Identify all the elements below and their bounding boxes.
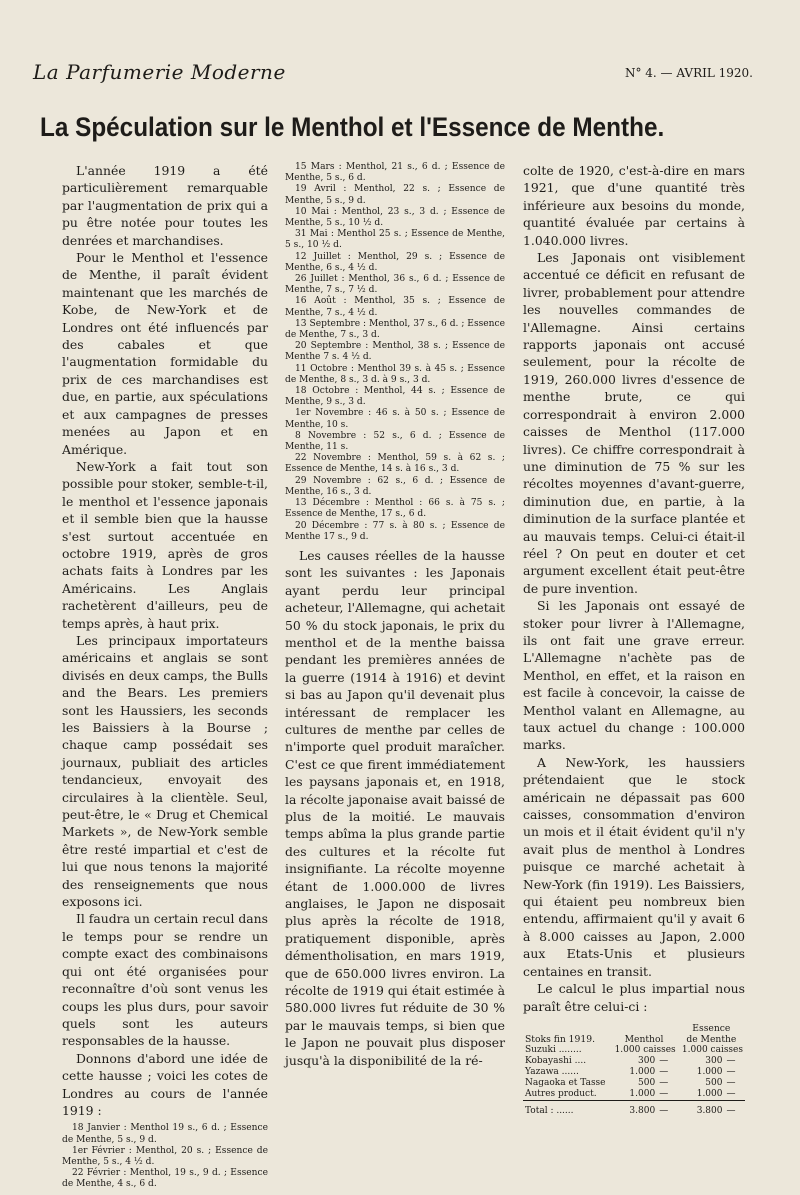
price-quote: 26 Juillet : Menthol, 36 s., 6 d. ; Essence de Menthe, 7 s., 7 ½ d. — [285, 274, 505, 296]
table-cell: — — [659, 1077, 669, 1088]
price-quote: 31 Mai : Menthol 25 s. ; Essence de Menthe, 5 s., 10 ½ d. — [285, 229, 505, 251]
price-quotes-list — [62, 1123, 268, 1190]
article-title: La Spéculation sur le Menthol et l'Essence de Menthe. — [40, 112, 665, 142]
table-row — [523, 1089, 745, 1101]
table-cell: Total : ...... — [525, 1105, 574, 1116]
table-row — [523, 1078, 745, 1089]
price-quote: 18 Octobre : Menthol, 44 s. ; Essence de Menthe, 9 s., 3 d. — [285, 386, 505, 408]
table-header: Menthol — [624, 1033, 664, 1045]
paragraph: Les principaux importateurs américains et anglais se sont divisés en deux camps, the Bulls and the Bears. Les premiers sont les Haussiers, les seconds les Baissiers à la Bourse ; chaque camp possédait ses journaux, publiait des articles tendancieux, envoyait des circulaires à la clientèle. Seul, peut-être, le « Drug et Chemical Markets », de New-York semble être resté impartial et c'est de lui que nous tenons la majorité des renseignements que nous exposons ici. — [62, 632, 268, 910]
table-cell: — — [659, 1088, 669, 1099]
price-quote: 1er Février : Menthol, 20 s. ; Essence de Menthe, 5 s., 4 ½ d. — [62, 1145, 268, 1167]
price-quote: 18 Janvier : Menthol 19 s., 6 d. ; Essence de Menthe, 5 s., 9 d. — [62, 1123, 268, 1145]
price-quote: 1er Novembre : 46 s. à 50 s. ; Essence de Menthe, 10 s. — [285, 408, 505, 430]
price-quote: 13 Septembre : Menthol, 37 s., 6 d. ; Essence de Menthe, 7 s., 3 d. — [285, 318, 505, 341]
price-quote: 10 Mai : Menthol, 23 s., 3 d. ; Essence de Menthe, 5 s., 10 ½ d. — [285, 206, 505, 229]
paragraph: A New-York, les haussiers prétendaient que le stock américain ne dépassait pas 600 caisses, consommation d'environ un mois et il était évident qu'il n'y avait plus de menthol à Londres puisque ce marché achetait à New-York (fin 1919). Les Baissiers, qui étaient peu nombreux bien entendu, affirmaient qu'il y avait 6 à 8.000 caisses au Japon, 2.000 aux Etats-Unis et plusieurs centaines en transit. — [523, 754, 745, 979]
table-cell: 300 — [705, 1055, 723, 1066]
column-1 — [62, 162, 268, 1195]
price-quote: 13 Décembre : Menthol : 66 s. à 75 s. ; Essence de Menthe, 17 s., 6 d. — [285, 498, 505, 520]
price-quote: 22 Novembre : Menthol, 59 s. à 62 s. ; Essence de Menthe, 14 s. à 16 s., 3 d. — [285, 453, 505, 475]
table-cell: — — [726, 1055, 736, 1066]
table-total-row — [523, 1101, 745, 1117]
table-cell: — — [726, 1066, 736, 1077]
table-row — [523, 1056, 745, 1067]
price-quote: 8 Novembre : 52 s., 6 d. ; Essence de Menthe, 11 s. — [285, 430, 505, 453]
table-cell: 500 — [638, 1077, 656, 1088]
table-cell: Yazawa ...... — [525, 1066, 579, 1077]
price-quote: 29 Novembre : 62 s., 6 d. ; Essence de Menthe, 16 s., 3 d. — [285, 475, 505, 497]
table-cell: 1.000 — [696, 1066, 723, 1077]
price-quote: 20 Décembre : 77 s. à 80 s. ; Essence de Menthe 17 s., 9 d. — [285, 520, 505, 542]
table-cell: — — [726, 1105, 736, 1116]
table-cell: — — [726, 1077, 736, 1088]
issue-number: N° 4. — AVRIL 1920. — [624, 66, 753, 80]
price-quote: 12 Juillet : Menthol, 29 s. ; Essence de Menthe, 6 s., 4 ½ d. — [285, 251, 505, 273]
column-2 — [285, 162, 505, 1069]
paragraph: New-York a fait tout son possible pour stoker, semble-t-il, le menthol et l'essence japonais et il semble bien que la hausse s'est surtout accentuée en octobre 1919, après de gros achats faits à Londres par les Américains. Les Anglais rachetèrent d'ailleurs, peu de temps après, à haut prix. — [62, 458, 268, 631]
paragraph: colte de 1920, c'est-à-dire en mars 1921, que d'une quantité très inférieure aux besoins du monde, quantité évaluée par certains à 1.040.000 livres. — [523, 163, 745, 248]
price-quote: 15 Mars : Menthol, 21 s., 6 d. ; Essence de Menthe, 5 s., 6 d. — [285, 162, 505, 184]
masthead — [33, 60, 753, 100]
table-cell: 1.000 caisses — [681, 1044, 743, 1055]
table-header: Stoks fin 1919. — [525, 1033, 595, 1045]
table-cell: 3.800 — [696, 1105, 723, 1116]
table-cell: Nagaoka et Tasse — [525, 1077, 606, 1088]
price-quotes-list — [285, 162, 505, 543]
table-cell: — — [659, 1105, 669, 1116]
table-row — [523, 1067, 745, 1078]
paragraph: Les Japonais ont visiblement accentué ce déficit en refusant de livrer, probablement pour attendre les nouvelles commandes de l'Allemagne. Ainsi certains rapports japonais ont accusé seulement, pour la récolte de 1919, 260.000 livres d'essence de menthe brute, ce qui correspondrait à environ 2.000 caisses de Menthol (117.000 livres). Ce chiffre correspondrait à une diminution de 75 % sur les récoltes moyennes d'avant-guerre, diminution due, en partie, à la diminution de la surface plantée et au mauvais temps. Celui-ci était-il réel ? On peut en douter et cet argument excellent était peut-être de pure invention. — [523, 250, 745, 596]
paragraph: Si les Japonais ont essayé de stoker pour livrer à l'Allemagne, ils ont fait une grave erreur. L'Allemagne n'achète pas de Menthol, en effet, et la raison en est facile à concevoir, la caisse de Menthol valant en Allemagne, au taux actuel du change : 100.000 marks. — [523, 598, 745, 753]
table-cell: — — [659, 1055, 669, 1066]
table-cell: Suzuki ........ — [525, 1044, 582, 1055]
table-cell: 1.000 caisses — [614, 1044, 676, 1055]
paragraph: Il faudra un certain recul dans le temps pour se rendre un compte exact des combinaisons qui ont été organisées pour reconnaître d'où sont venus les coups les plus durs, pour savoir quels sont les auteurs responsables de la hausse. — [62, 911, 269, 1049]
paragraph: Les causes réelles de la hausse sont les suivantes : les Japonais ayant perdu leur principal acheteur, l'Allemagne, qui achetait 50 % du stock japonais, le prix du menthol et de la menthe baissa pendant les premières années de la guerre (1914 à 1916) et devint si bas au Japon qu'il devenait plus intéressant de remplacer les cultures de menthe par celles de n'importe quel produit maraîcher. C'est ce que firent immédiatement les paysans japonais et, en 1918, la récolte japonaise avait baissé de plus de la moitié. Le mauvais temps abîma la plus grande partie des cultures et la récolte fut insignifiante. La récolte moyenne étant de 1.000.000 de livres anglaises, le Japon ne disposait plus après la récolte de 1918, pratiquement disponible, après démentholisation, en mars 1919, que de 650.000 livres environ. La récolte de 1919 qui était estimée à 580.000 livres fut réduite de 30 % par le mauvais temps, si bien que le Japon ne pouvait plus disposer jusqu'à la disponibilité de la ré- — [285, 547, 505, 1068]
table-cell: 300 — [638, 1055, 656, 1066]
price-quote: 16 Août : Menthol, 35 s. ; Essence de Menthe, 7 s., 4 ½ d. — [285, 296, 505, 318]
table-cell: 500 — [705, 1077, 723, 1088]
price-quote: 19 Avril : Menthol, 22 s. ; Essence de Menthe, 5 s., 9 d. — [285, 184, 505, 206]
paragraph: Le calcul le plus impartial nous paraît être celui-ci : — [523, 981, 745, 1014]
publication-title: La Parfumerie Moderne — [33, 60, 286, 84]
paragraph: Donnons d'abord une idée de cette hausse ; voici les cotes de Londres au cours de l'année 1919 : — [62, 1050, 268, 1118]
table-cell: 1.000 — [629, 1066, 656, 1077]
table-row — [523, 1045, 745, 1056]
column-3 — [523, 162, 745, 1117]
price-quote: 20 Septembre : Menthol, 38 s. ; Essence de Menthe 7 s. 4 ½ d. — [285, 341, 505, 363]
price-quote: 11 Octobre : Menthol 39 s. à 45 s. ; Essence de Menthe, 8 s., 3 d. à 9 s., 3 d. — [285, 363, 505, 385]
paragraph: Pour le Menthol et l'essence de Menthe, il paraît évident maintenant que les marchés de Kobe, de New-York et de Londres ont été influencés par des cabales et que l'augmentation formidable du prix de ces marchandises est due, en partie, aux spéculations et aux campagnes de presses menées au Japon et en Amérique. — [62, 250, 268, 457]
table-cell: 1.000 — [696, 1088, 723, 1099]
table-cell: Autres product. — [525, 1088, 597, 1099]
table-cell: — — [726, 1088, 736, 1099]
table-cell: 1.000 — [629, 1088, 656, 1099]
table-cell: Kobayashi .... — [525, 1055, 587, 1066]
table-header: de Menthe — [686, 1033, 737, 1045]
table-header-top: Essence — [692, 1022, 731, 1034]
stock-table — [523, 1023, 745, 1117]
table-cell: 3.800 — [629, 1105, 656, 1116]
price-quote: 22 Février : Menthol, 19 s., 9 d. ; Essence de Menthe, 4 s., 6 d. — [62, 1168, 268, 1190]
paragraph: L'année 1919 a été particulièrement remarquable par l'augmentation de prix qui a pu être notée pour toutes les denrées et marchandises. — [62, 163, 268, 248]
table-cell: — — [659, 1066, 669, 1077]
